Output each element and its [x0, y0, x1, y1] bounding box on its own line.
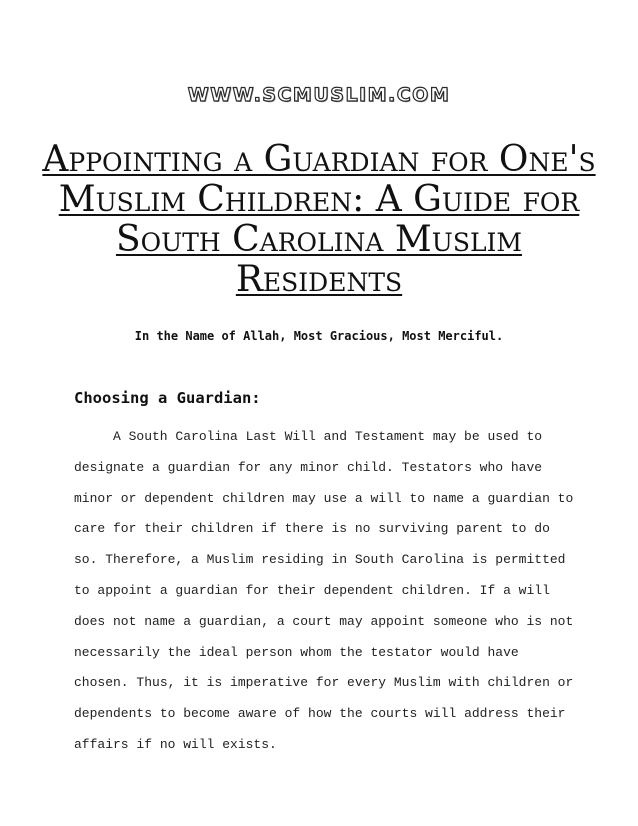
- paragraph-line: does not name a guardian, a court may appoint someone who is not: [74, 613, 574, 629]
- paragraph-line: necessarily the ideal person whom the testator would have: [74, 644, 519, 660]
- document-title: Appointing a Guardian for One's Muslim Children: A Guide for South Carolina Muslim Residents: [42, 139, 596, 300]
- body-paragraph: [74, 422, 574, 761]
- paragraph-line: designate a guardian for any minor child. Testators who have: [74, 459, 543, 475]
- paragraph-line: care for their children if there is no surviving parent to do: [74, 521, 550, 537]
- section-heading: Choosing a Guardian:: [74, 389, 261, 407]
- paragraph-line: so. Therefore, a Muslim residing in South Carolina is permitted: [74, 552, 566, 568]
- paragraph-line: chosen. Thus, it is imperative for every Muslim with children or: [74, 675, 574, 691]
- bismillah-line: In the Name of Allah, Most Gracious, Most Merciful.: [134, 329, 504, 343]
- paragraph-line: affairs if no will exists.: [74, 736, 277, 752]
- paragraph-line: A South Carolina Last Will and Testament may be used to: [113, 429, 543, 444]
- paragraph-line: dependents to become aware of how the courts will address their: [74, 706, 566, 722]
- paragraph-line: minor or dependent children may use a will to name a guardian to: [74, 490, 574, 506]
- site-url: WWW.SCMUSLIM.COM: [187, 84, 451, 106]
- paragraph-line: to appoint a guardian for their dependent children. If a will: [74, 582, 550, 598]
